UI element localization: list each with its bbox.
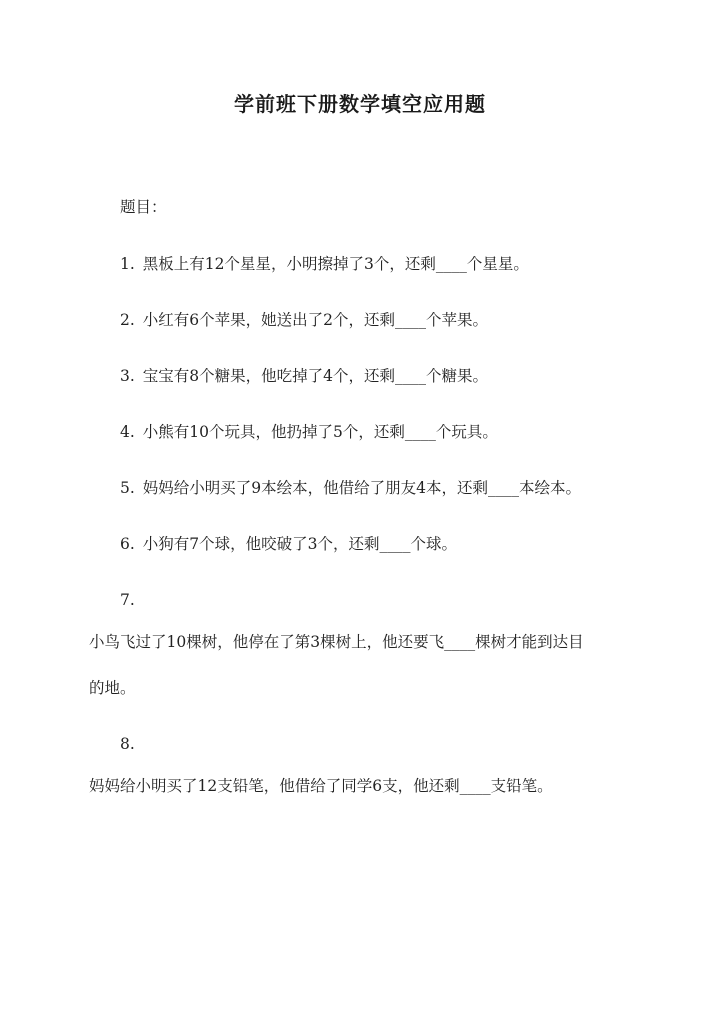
question-text: 小红有6个苹果，她送出了2个，还剩____个苹果。 bbox=[142, 311, 489, 329]
question-4 bbox=[120, 421, 498, 443]
section-label: 题目： bbox=[120, 198, 167, 216]
question-text: 小狗有7个球，他咬破了3个，还剩____个球。 bbox=[142, 535, 458, 553]
question-6 bbox=[120, 533, 457, 555]
question-number: 4. bbox=[120, 423, 135, 441]
question-1 bbox=[120, 253, 529, 275]
document-title: 学前班下册数学填空应用题 bbox=[234, 92, 486, 116]
question-text: 小熊有10个玩具，他扔掉了5个，还剩____个玩具。 bbox=[142, 423, 498, 441]
question-7-text-line1: 小鸟飞过了10棵树，他停在了第3棵树上，他还要飞____棵树才能到达目 bbox=[89, 633, 584, 651]
question-number: 2. bbox=[120, 311, 135, 329]
question-7-number: 7. bbox=[120, 591, 135, 609]
question-number: 5. bbox=[120, 479, 135, 497]
question-5 bbox=[120, 477, 581, 499]
question-number: 1. bbox=[120, 255, 135, 273]
question-3 bbox=[120, 365, 488, 387]
question-2 bbox=[120, 309, 488, 331]
question-8-number: 8. bbox=[120, 735, 135, 753]
question-number: 6. bbox=[120, 535, 135, 553]
question-text: 黑板上有12个星星，小明擦掉了3个，还剩____个星星。 bbox=[142, 255, 529, 273]
question-number: 3. bbox=[120, 367, 135, 385]
question-text: 妈妈给小明买了9本绘本，他借给了朋友4本，还剩____本绘本。 bbox=[142, 479, 582, 497]
question-text: 宝宝有8个糖果，他吃掉了4个，还剩____个糖果。 bbox=[142, 367, 489, 385]
question-8-text-line1: 妈妈给小明买了12支铅笔，他借给了同学6支，他还剩____支铅笔。 bbox=[89, 777, 553, 795]
question-7-text-line2: 的地。 bbox=[89, 679, 136, 697]
